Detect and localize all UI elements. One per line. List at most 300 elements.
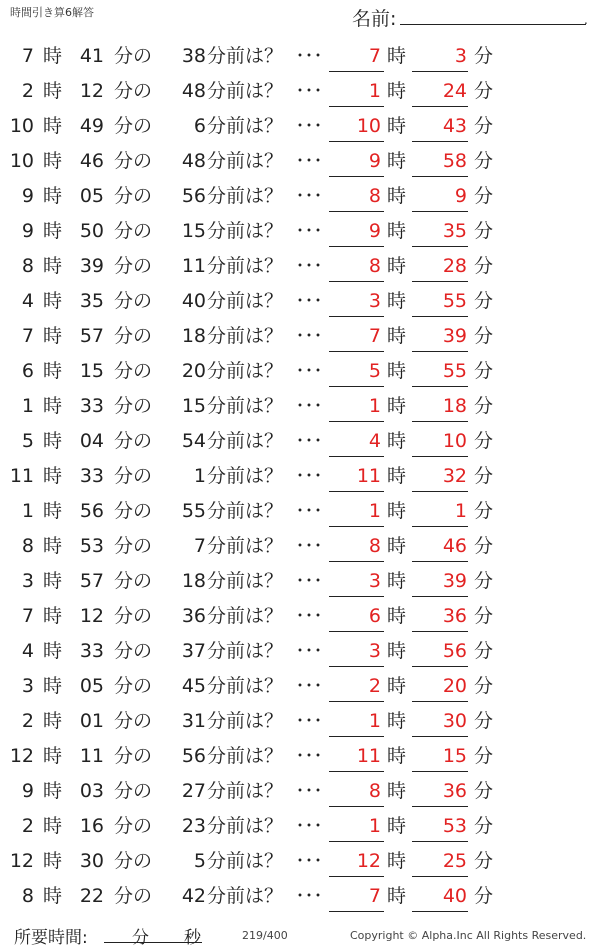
answer-hour-line[interactable]	[329, 876, 384, 877]
hour-unit: 時	[43, 640, 63, 662]
minutes-before-value: 18	[181, 325, 206, 347]
hour-value: 12	[9, 850, 34, 872]
answer-hour: 6	[368, 605, 381, 627]
answer-hour-unit: 時	[387, 185, 407, 207]
minute-value: 05	[79, 675, 104, 697]
answer-hour-unit: 時	[387, 220, 407, 242]
ellipsis: ･･･	[296, 571, 324, 590]
answer-minute: 10	[442, 430, 467, 452]
answer-minute-unit: 分	[474, 850, 494, 872]
answer-minute-unit: 分	[474, 290, 494, 312]
question-label: 分前は？	[207, 115, 284, 137]
minute-of-label: 分の	[114, 535, 153, 557]
ellipsis: ･･･	[296, 46, 324, 65]
hour-unit: 時	[43, 780, 63, 802]
hour-value: 2	[21, 710, 34, 732]
answer-minute: 55	[442, 290, 467, 312]
answer-minute-line[interactable]	[412, 176, 468, 177]
ellipsis: ･･･	[296, 466, 324, 485]
answer-minute: 39	[442, 570, 467, 592]
answer-hour-line[interactable]	[329, 806, 384, 807]
minute-value: 33	[79, 395, 104, 417]
minutes-before-value: 45	[181, 675, 206, 697]
answer-hour: 4	[368, 430, 381, 452]
hour-value: 4	[21, 290, 34, 312]
question-label: 分前は？	[207, 360, 284, 382]
answer-hour: 1	[368, 395, 381, 417]
answer-hour-line[interactable]	[329, 141, 384, 142]
minutes-before-value: 11	[181, 255, 206, 277]
ellipsis: ･･･	[296, 886, 324, 905]
ellipsis: ･･･	[296, 641, 324, 660]
hour-value: 10	[9, 115, 34, 137]
minutes-before-value: 7	[193, 535, 206, 557]
answer-minute-line[interactable]	[412, 456, 468, 457]
question-label: 分前は？	[207, 675, 284, 697]
minute-of-label: 分の	[114, 675, 153, 697]
answer-hour-unit: 時	[387, 605, 407, 627]
answer-minute-line[interactable]	[412, 596, 468, 597]
problem-row	[0, 738, 600, 773]
question-label: 分前は？	[207, 535, 284, 557]
answer-minute: 32	[442, 465, 467, 487]
answer-minute-unit: 分	[474, 570, 494, 592]
answer-hour: 1	[368, 500, 381, 522]
answer-hour-line[interactable]	[329, 281, 384, 282]
problem-row	[0, 878, 600, 913]
answer-hour-line[interactable]	[329, 421, 384, 422]
ellipsis: ･･･	[296, 256, 324, 275]
copyright: Copyright © Alpha.Inc All Rights Reserved.	[350, 929, 587, 942]
answer-hour-unit: 時	[387, 885, 407, 907]
minute-of-label: 分の	[114, 325, 153, 347]
answer-minute-line[interactable]	[412, 491, 468, 492]
minutes-before-value: 40	[181, 290, 206, 312]
ellipsis: ･･･	[296, 151, 324, 170]
problem-row	[0, 528, 600, 563]
minute-value: 49	[79, 115, 104, 137]
minute-of-label: 分の	[114, 150, 153, 172]
hour-value: 9	[21, 220, 34, 242]
answer-hour: 9	[368, 220, 381, 242]
ellipsis: ･･･	[296, 501, 324, 520]
problem-list	[0, 38, 600, 913]
answer-minute-line[interactable]	[412, 631, 468, 632]
minute-of-label: 分の	[114, 115, 153, 137]
answer-minute: 39	[442, 325, 467, 347]
answer-hour-unit: 時	[387, 675, 407, 697]
hour-unit: 時	[43, 815, 63, 837]
hour-unit: 時	[43, 745, 63, 767]
answer-hour-line[interactable]	[329, 911, 384, 912]
answer-hour-line[interactable]	[329, 666, 384, 667]
answer-minute-line[interactable]	[412, 561, 468, 562]
problem-row	[0, 73, 600, 108]
answer-minute-line[interactable]	[412, 421, 468, 422]
problem-row	[0, 668, 600, 703]
answer-hour: 12	[356, 850, 381, 872]
hour-value: 10	[9, 150, 34, 172]
minute-value: 57	[79, 570, 104, 592]
question-label: 分前は？	[207, 255, 284, 277]
minute-of-label: 分の	[114, 605, 153, 627]
hour-unit: 時	[43, 710, 63, 732]
minutes-before-value: 23	[181, 815, 206, 837]
answer-minute-unit: 分	[474, 325, 494, 347]
answer-hour-line[interactable]	[329, 736, 384, 737]
ellipsis: ･･･	[296, 536, 324, 555]
hour-value: 3	[21, 570, 34, 592]
answer-minute: 15	[442, 745, 467, 767]
problem-row	[0, 703, 600, 738]
answer-minute: 1	[454, 500, 467, 522]
answer-hour: 1	[368, 710, 381, 732]
answer-minute: 9	[454, 185, 467, 207]
problem-row	[0, 493, 600, 528]
answer-hour-unit: 時	[387, 780, 407, 802]
hour-unit: 時	[43, 535, 63, 557]
answer-minute: 36	[442, 780, 467, 802]
answer-hour: 8	[368, 535, 381, 557]
answer-minute-line[interactable]	[412, 666, 468, 667]
answer-minute-unit: 分	[474, 640, 494, 662]
answer-minute-unit: 分	[474, 80, 494, 102]
answer-hour-line[interactable]	[329, 246, 384, 247]
answer-hour-unit: 時	[387, 80, 407, 102]
answer-minute-line[interactable]	[412, 246, 468, 247]
hour-unit: 時	[43, 325, 63, 347]
hour-value: 7	[21, 45, 34, 67]
minute-of-label: 分の	[114, 290, 153, 312]
problem-row	[0, 633, 600, 668]
answer-hour-unit: 時	[387, 290, 407, 312]
problem-row	[0, 108, 600, 143]
minutes-before-value: 55	[181, 500, 206, 522]
ellipsis: ･･･	[296, 851, 324, 870]
answer-minute: 58	[442, 150, 467, 172]
ellipsis: ･･･	[296, 711, 324, 730]
ellipsis: ･･･	[296, 116, 324, 135]
answer-minute: 36	[442, 605, 467, 627]
ellipsis: ･･･	[296, 221, 324, 240]
minute-value: 33	[79, 640, 104, 662]
question-label: 分前は？	[207, 430, 284, 452]
question-label: 分前は？	[207, 500, 284, 522]
answer-hour-unit: 時	[387, 500, 407, 522]
answer-hour-line[interactable]	[329, 771, 384, 772]
answer-hour: 5	[368, 360, 381, 382]
time-minute-label: 分	[132, 928, 149, 948]
minutes-before-value: 15	[181, 220, 206, 242]
question-label: 分前は？	[207, 395, 284, 417]
answer-minute-line[interactable]	[412, 316, 468, 317]
answer-hour: 3	[368, 570, 381, 592]
answer-minute-unit: 分	[474, 745, 494, 767]
question-label: 分前は？	[207, 290, 284, 312]
minutes-before-value: 20	[181, 360, 206, 382]
minute-of-label: 分の	[114, 430, 153, 452]
minute-value: 33	[79, 465, 104, 487]
answer-hour-line[interactable]	[329, 456, 384, 457]
minute-of-label: 分の	[114, 885, 153, 907]
answer-hour-line[interactable]	[329, 316, 384, 317]
minute-value: 56	[79, 500, 104, 522]
answer-minute-line[interactable]	[412, 106, 468, 107]
hour-value: 8	[21, 255, 34, 277]
answer-hour: 9	[368, 150, 381, 172]
answer-hour-line[interactable]	[329, 71, 384, 72]
answer-minute: 40	[442, 885, 467, 907]
hour-unit: 時	[43, 395, 63, 417]
hour-unit: 時	[43, 290, 63, 312]
answer-hour-unit: 時	[387, 430, 407, 452]
time-second-label: 秒	[184, 928, 201, 948]
problem-row	[0, 388, 600, 423]
question-label: 分前は？	[207, 220, 284, 242]
minute-of-label: 分の	[114, 220, 153, 242]
minute-value: 01	[79, 710, 104, 732]
minute-value: 35	[79, 290, 104, 312]
hour-unit: 時	[43, 885, 63, 907]
answer-minute-unit: 分	[474, 815, 494, 837]
answer-hour-unit: 時	[387, 710, 407, 732]
answer-minute-line[interactable]	[412, 806, 468, 807]
ellipsis: ･･･	[296, 781, 324, 800]
question-label: 分前は？	[207, 45, 284, 67]
hour-value: 1	[21, 500, 34, 522]
ellipsis: ･･･	[296, 816, 324, 835]
minute-of-label: 分の	[114, 570, 153, 592]
answer-minute-line[interactable]	[412, 911, 468, 912]
answer-minute-line[interactable]	[412, 876, 468, 877]
minute-of-label: 分の	[114, 465, 153, 487]
minutes-before-value: 48	[181, 80, 206, 102]
minute-value: 30	[79, 850, 104, 872]
minute-value: 22	[79, 885, 104, 907]
problem-row	[0, 563, 600, 598]
hour-unit: 時	[43, 570, 63, 592]
answer-minute-unit: 分	[474, 885, 494, 907]
answer-hour-line[interactable]	[329, 841, 384, 842]
answer-minute: 46	[442, 535, 467, 557]
answer-hour: 11	[356, 465, 381, 487]
problem-row	[0, 423, 600, 458]
answer-hour: 8	[368, 255, 381, 277]
ellipsis: ･･･	[296, 746, 324, 765]
name-label: 名前:	[352, 8, 397, 30]
answer-minute-line[interactable]	[412, 736, 468, 737]
minute-of-label: 分の	[114, 780, 153, 802]
answer-hour-line[interactable]	[329, 631, 384, 632]
answer-hour-line[interactable]	[329, 211, 384, 212]
answer-hour-unit: 時	[387, 255, 407, 277]
answer-hour-line[interactable]	[329, 386, 384, 387]
minute-value: 50	[79, 220, 104, 242]
answer-hour-line[interactable]	[329, 176, 384, 177]
question-label: 分前は？	[207, 710, 284, 732]
problem-row	[0, 283, 600, 318]
answer-hour: 3	[368, 290, 381, 312]
ellipsis: ･･･	[296, 676, 324, 695]
problem-row	[0, 353, 600, 388]
answer-minute-line[interactable]	[412, 771, 468, 772]
minutes-before-value: 27	[181, 780, 206, 802]
minute-of-label: 分の	[114, 360, 153, 382]
answer-minute-line[interactable]	[412, 141, 468, 142]
question-label: 分前は？	[207, 150, 284, 172]
hour-unit: 時	[43, 850, 63, 872]
answer-minute-line[interactable]	[412, 386, 468, 387]
question-label: 分前は？	[207, 465, 284, 487]
answer-minute-line[interactable]	[412, 211, 468, 212]
minutes-before-value: 48	[181, 150, 206, 172]
answer-hour-line[interactable]	[329, 701, 384, 702]
answer-minute-line[interactable]	[412, 71, 468, 72]
minute-of-label: 分の	[114, 45, 153, 67]
problem-row	[0, 458, 600, 493]
minute-of-label: 分の	[114, 640, 153, 662]
answer-minute-line[interactable]	[412, 526, 468, 527]
answer-minute-unit: 分	[474, 535, 494, 557]
answer-hour-line[interactable]	[329, 561, 384, 562]
answer-hour: 7	[368, 325, 381, 347]
answer-hour-line[interactable]	[329, 106, 384, 107]
answer-minute: 35	[442, 220, 467, 242]
ellipsis: ･･･	[296, 396, 324, 415]
ellipsis: ･･･	[296, 606, 324, 625]
minute-value: 57	[79, 325, 104, 347]
minute-of-label: 分の	[114, 745, 153, 767]
hour-value: 4	[21, 640, 34, 662]
answer-hour-line[interactable]	[329, 526, 384, 527]
hour-value: 11	[9, 465, 34, 487]
answer-hour-unit: 時	[387, 45, 407, 67]
answer-hour-unit: 時	[387, 745, 407, 767]
minute-value: 41	[79, 45, 104, 67]
answer-minute-unit: 分	[474, 220, 494, 242]
minute-of-label: 分の	[114, 500, 153, 522]
answer-minute-line[interactable]	[412, 841, 468, 842]
answer-hour-line[interactable]	[329, 351, 384, 352]
question-label: 分前は？	[207, 815, 284, 837]
answer-hour: 2	[368, 675, 381, 697]
answer-hour-line[interactable]	[329, 491, 384, 492]
answer-hour: 3	[368, 640, 381, 662]
problem-row	[0, 213, 600, 248]
answer-hour-unit: 時	[387, 325, 407, 347]
answer-hour-unit: 時	[387, 850, 407, 872]
answer-hour-unit: 時	[387, 115, 407, 137]
hour-value: 9	[21, 185, 34, 207]
minutes-before-value: 38	[181, 45, 206, 67]
answer-minute-line[interactable]	[412, 351, 468, 352]
hour-value: 2	[21, 815, 34, 837]
minute-of-label: 分の	[114, 395, 153, 417]
problem-row	[0, 143, 600, 178]
minute-value: 03	[79, 780, 104, 802]
hour-value: 3	[21, 675, 34, 697]
question-label: 分前は？	[207, 780, 284, 802]
hour-unit: 時	[43, 115, 63, 137]
minute-value: 39	[79, 255, 104, 277]
minute-of-label: 分の	[114, 255, 153, 277]
minutes-before-value: 18	[181, 570, 206, 592]
minute-value: 12	[79, 605, 104, 627]
answer-minute: 55	[442, 360, 467, 382]
answer-minute: 20	[442, 675, 467, 697]
minute-value: 46	[79, 150, 104, 172]
hour-value: 1	[21, 395, 34, 417]
answer-minute-unit: 分	[474, 710, 494, 732]
time-required-label: 所要時間:	[14, 928, 88, 948]
minute-of-label: 分の	[114, 710, 153, 732]
hour-unit: 時	[43, 80, 63, 102]
answer-minute: 25	[442, 850, 467, 872]
minute-value: 12	[79, 80, 104, 102]
answer-minute-line[interactable]	[412, 701, 468, 702]
minutes-before-value: 56	[181, 745, 206, 767]
minute-value: 53	[79, 535, 104, 557]
problem-row	[0, 248, 600, 283]
answer-minute-unit: 分	[474, 605, 494, 627]
question-label: 分前は？	[207, 850, 284, 872]
answer-hour-unit: 時	[387, 535, 407, 557]
hour-unit: 時	[43, 465, 63, 487]
minute-of-label: 分の	[114, 80, 153, 102]
minute-value: 04	[79, 430, 104, 452]
name-field-line[interactable]	[400, 24, 586, 25]
minutes-before-value: 54	[181, 430, 206, 452]
answer-hour: 1	[368, 815, 381, 837]
hour-unit: 時	[43, 255, 63, 277]
answer-hour: 7	[368, 45, 381, 67]
minute-value: 15	[79, 360, 104, 382]
question-label: 分前は？	[207, 185, 284, 207]
minute-value: 11	[79, 745, 104, 767]
answer-minute-unit: 分	[474, 185, 494, 207]
hour-value: 2	[21, 80, 34, 102]
answer-minute-line[interactable]	[412, 281, 468, 282]
minutes-before-value: 37	[181, 640, 206, 662]
answer-hour-unit: 時	[387, 570, 407, 592]
answer-hour-unit: 時	[387, 815, 407, 837]
problem-row	[0, 843, 600, 878]
answer-minute-unit: 分	[474, 780, 494, 802]
problem-row	[0, 808, 600, 843]
answer-hour: 7	[368, 885, 381, 907]
hour-value: 7	[21, 605, 34, 627]
answer-hour: 11	[356, 745, 381, 767]
ellipsis: ･･･	[296, 326, 324, 345]
ellipsis: ･･･	[296, 291, 324, 310]
answer-minute-unit: 分	[474, 395, 494, 417]
hour-unit: 時	[43, 45, 63, 67]
minutes-before-value: 42	[181, 885, 206, 907]
answer-hour: 10	[356, 115, 381, 137]
answer-hour: 8	[368, 185, 381, 207]
minute-of-label: 分の	[114, 185, 153, 207]
answer-hour: 1	[368, 80, 381, 102]
answer-minute: 28	[442, 255, 467, 277]
problem-row	[0, 773, 600, 808]
answer-hour-line[interactable]	[329, 596, 384, 597]
minutes-before-value: 31	[181, 710, 206, 732]
answer-minute: 53	[442, 815, 467, 837]
problem-row	[0, 318, 600, 353]
question-label: 分前は？	[207, 570, 284, 592]
answer-minute-unit: 分	[474, 150, 494, 172]
ellipsis: ･･･	[296, 186, 324, 205]
